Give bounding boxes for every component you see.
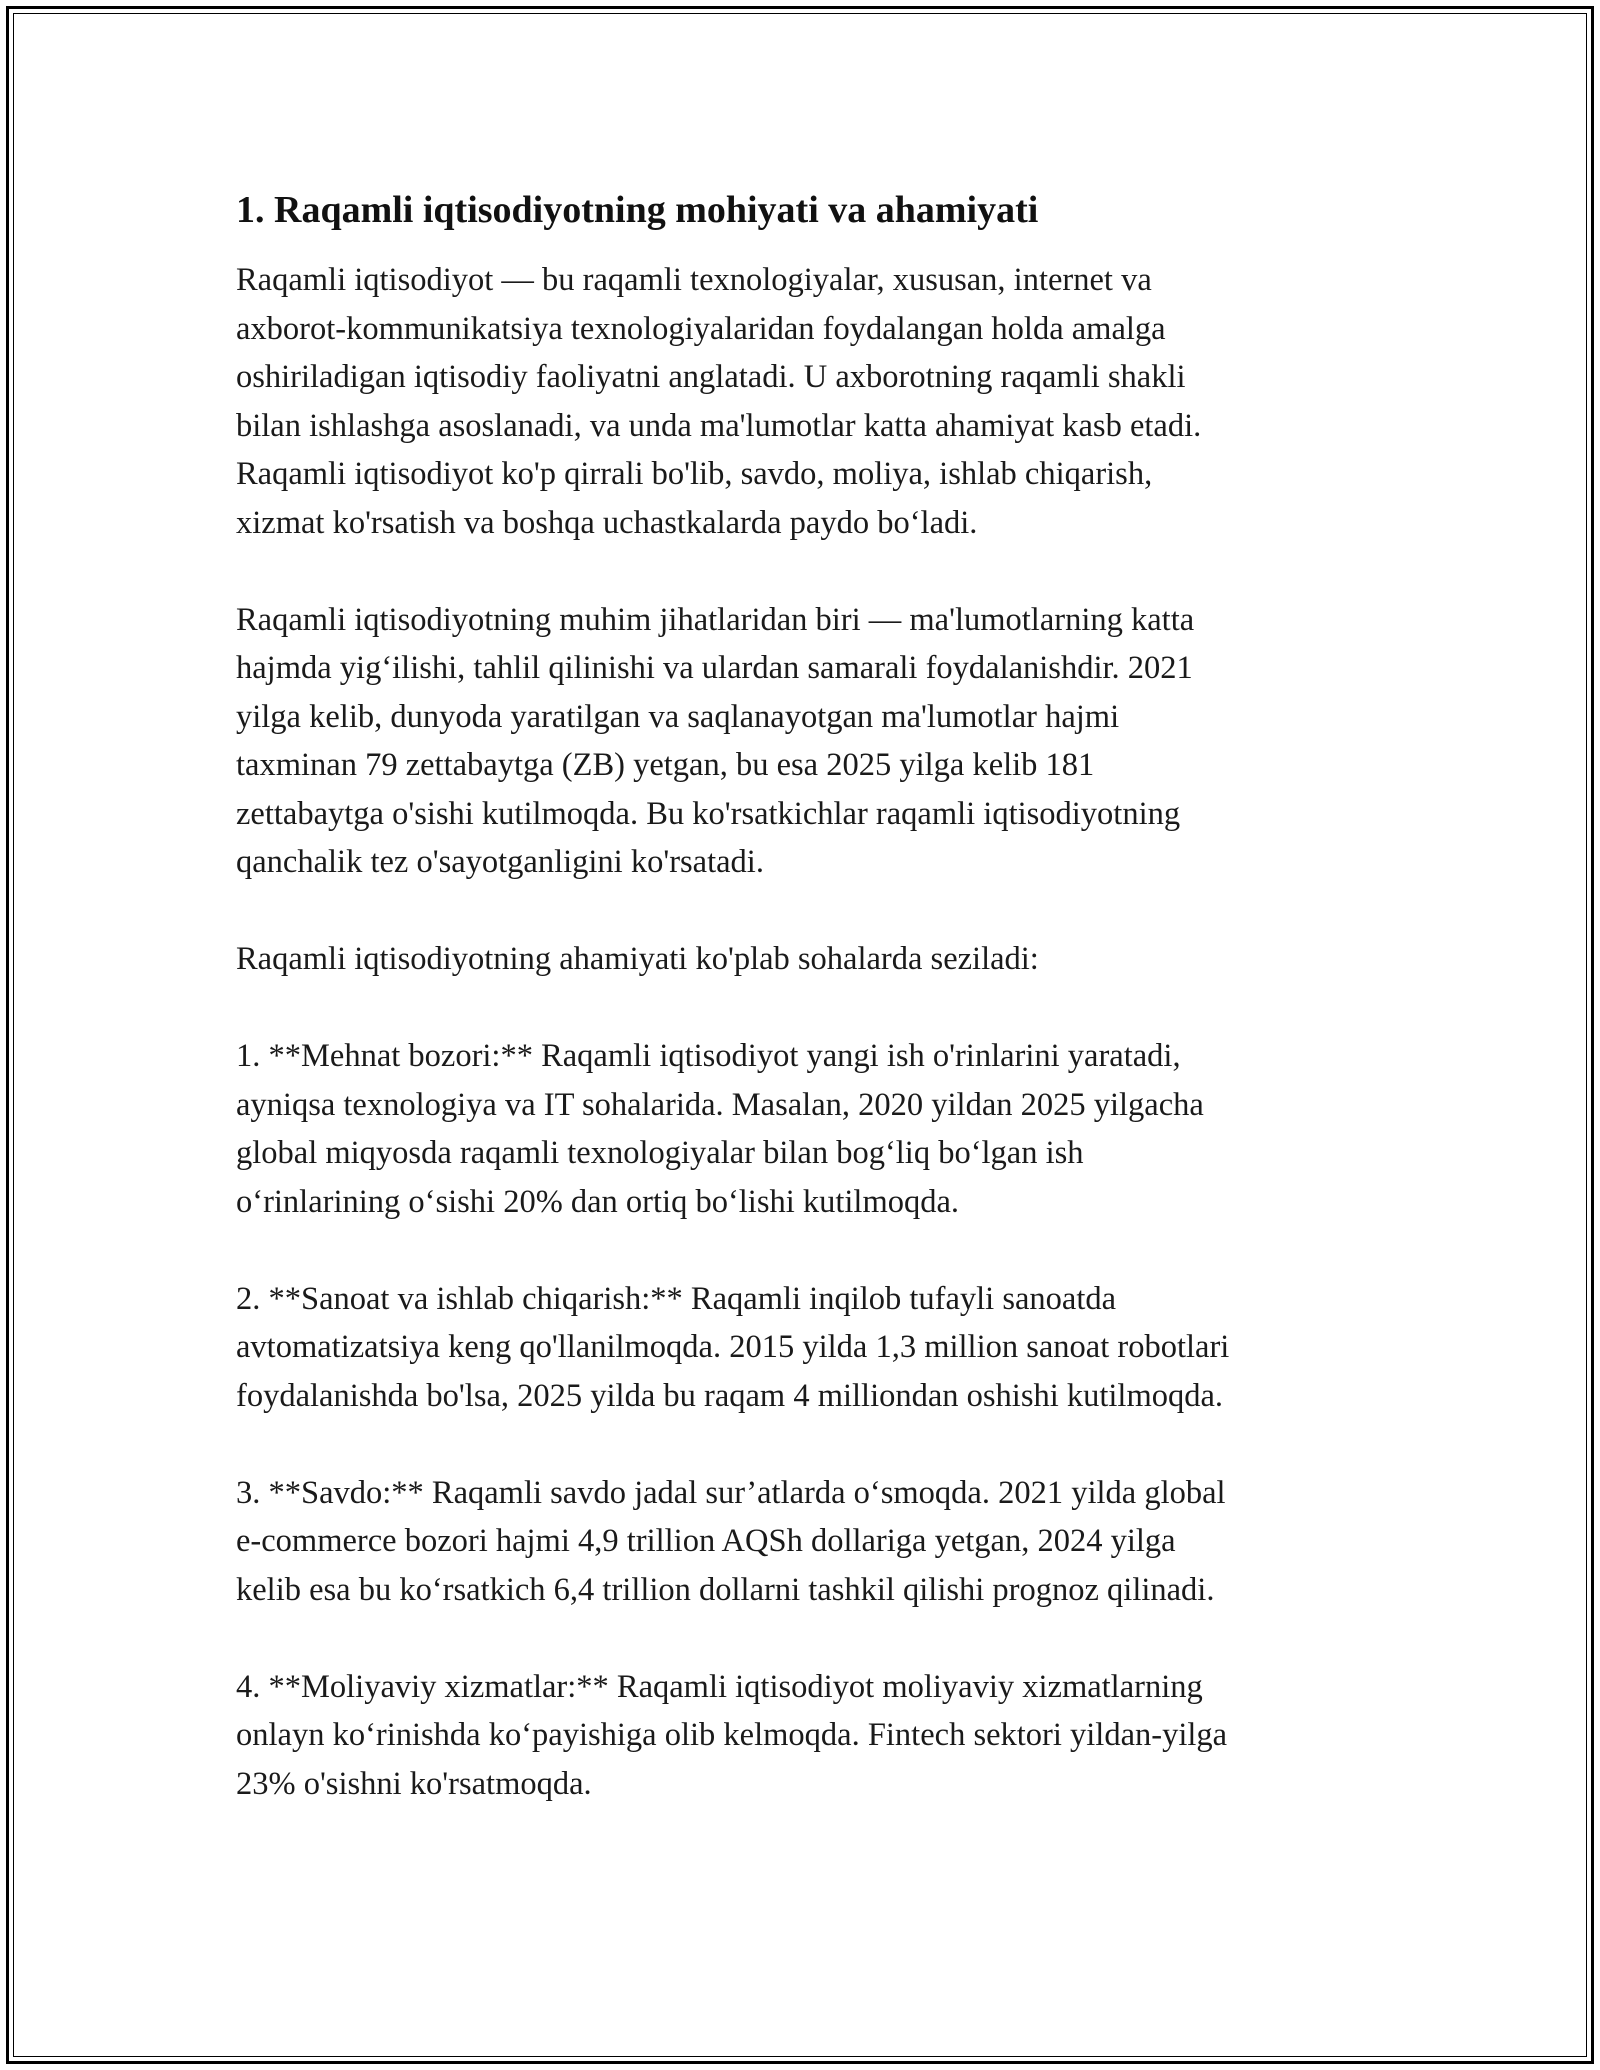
list-item-financial-services: 4. **Moliyaviy xizmatlar:** Raqamli iqtisodiyot moliyaviy xizmatlarning onlayn ko‘rinishda ko‘payishiga olib kelmoqda. Fintech sektori yildan-yilga 23% o'sishni ko'rsatmoqda. (236, 1668, 1228, 1802)
section-title: 1. Raqamli iqtisodiyotning mohiyati va ahamiyati (236, 189, 1039, 231)
paragraph-intro: Raqamli iqtisodiyot — bu raqamli texnologiyalar, xususan, internet va axborot-kommunikatsiya texnologiyalaridan foydalangan holda amalga oshiriladigan iqtisodiy faoliyatni anglatadi. U axborotning raqamli shakli bilan ishlashga asoslanadi, va unda ma'lumotlar katta ahamiyat kasb etadi. Raqamli iqtisodiyot ko'p qirrali bo'lib, savdo, moliya, ishlab chiqarish, xizmat ko'rsatish va boshqa uchastkalarda paydo bo‘ladi. (236, 262, 1202, 541)
paragraph-data-volume: Raqamli iqtisodiyotning muhim jihatlaridan biri — ma'lumotlarning katta hajmda yig‘ilishi, tahlil qilinishi va ulardan samarali foydalanishdir. 2021 yilga kelib, dunyoda yaratilgan va saqlanayotgan ma'lumotlar hajmi taxminan 79 zettabaytga (ZB) yetgan, bu esa 2025 yilga kelib 181 zettabaytga o'sishi kutilmoqda. Bu ko'rsatkichlar raqamli iqtisodiyotning qanchalik tez o'sayotganligini ko'rsatadi. (236, 601, 1195, 880)
list-item-trade: 3. **Savdo:** Raqamli savdo jadal sur’atlarda o‘smoqda. 2021 yilda global e-commerce bozori hajmi 4,9 trillion AQSh dollariga yetgan, 2024 yilga kelib esa bu ko‘rsatkich 6,4 trillion dollarni tashkil qilishi prognoz qilinadi. (236, 1474, 1226, 1608)
list-item-labor-market: 1. **Mehnat bozori:** Raqamli iqtisodiyot yangi ish o'rinlarini yaratadi, ayniqsa texnologiya va IT sohalarida. Masalan, 2020 yildan 2025 yilgacha global miqyosda raqamli texnologiyalar bilan bog‘liq bo‘lgan ish o‘rinlarining o‘sishi 20% dan ortiq bo‘lishi kutilmoqda. (236, 1038, 1204, 1220)
paragraph-importance-lead: Raqamli iqtisodiyotning ahamiyati ko'plab sohalarda seziladi: (236, 941, 1039, 977)
document-body (236, 186, 1386, 1857)
list-item-industry: 2. **Sanoat va ishlab chiqarish:** Raqamli inqilob tufayli sanoatda avtomatizatsiya keng qo'llanilmoqda. 2015 yilda 1,3 million sanoat robotlari foydalanishda bo'lsa, 2025 yilda bu raqam 4 milliondan oshishi kutilmoqda. (236, 1280, 1230, 1414)
